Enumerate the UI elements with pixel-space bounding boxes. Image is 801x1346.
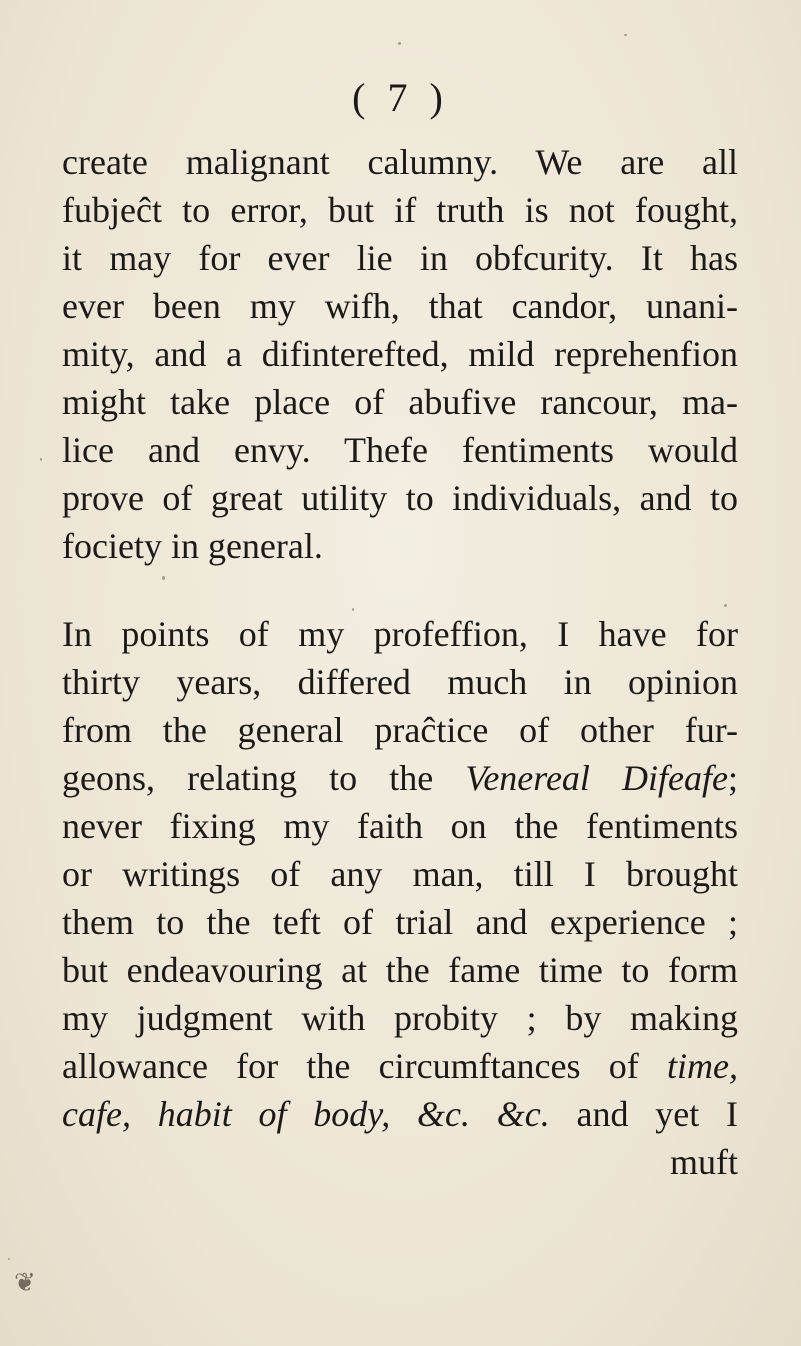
paragraph-2 [62, 610, 738, 1186]
paper-speck [8, 1258, 10, 1260]
text-line: but endeavouring at the fame time to form [62, 950, 738, 990]
text-line [62, 1042, 738, 1090]
paragraph-1 [62, 138, 738, 570]
text-line [62, 754, 738, 802]
text-run: geons, relating to the [62, 758, 466, 798]
corner-ornament: ❦ [14, 1268, 36, 1297]
text-line: prove of great utility to individuals, and to [62, 478, 738, 518]
text-line: or writings of any man, till I brought [62, 854, 738, 894]
text-line: might take place of abufive rancour, ma- [62, 382, 738, 422]
italic-run: time, [667, 1046, 738, 1086]
text-line: ever been my wifh, that candor, unani- [62, 286, 738, 326]
paper-speck [162, 576, 165, 580]
text-line: thirty years, differed much in opinion [62, 662, 738, 702]
text-line: create malignant calumny. We are all [62, 142, 738, 182]
italic-run: Venereal Difeafe [465, 758, 728, 798]
paper-speck [352, 608, 354, 611]
paper-speck [398, 42, 401, 45]
text-line: lice and envy. Thefe fentiments would [62, 430, 738, 470]
text-line: fociety in general. [62, 526, 323, 566]
catchword: muft [670, 1142, 738, 1182]
paper-speck [40, 458, 42, 461]
text-line: fubjeĉt to error, but if truth is not fought, [62, 190, 738, 230]
text-line: it may for ever lie in obfcurity. It has [62, 238, 738, 278]
text-line: In points of my profeffion, I have for [62, 614, 738, 654]
text-line: them to the teft of trial and experience ; [62, 902, 738, 942]
italic-run: cafe, habit of body, &c. &c. [62, 1094, 550, 1134]
text-line: from the general praĉtice of other fur- [62, 710, 738, 750]
text-run: ; [727, 758, 738, 798]
paper-speck [624, 34, 627, 36]
text-line: my judgment with probity ; by making [62, 998, 738, 1038]
page-number: ( 7 ) [352, 75, 449, 120]
text-line: mity, and a difinterefted, mild reprehenfion [62, 334, 738, 374]
text-line: never fixing my faith on the fentiments [62, 806, 738, 846]
text-run: and yet I [549, 1094, 738, 1134]
paper-speck [724, 604, 727, 607]
text-run: allowance for the circumftances of [62, 1046, 668, 1086]
text-line [62, 1090, 738, 1138]
